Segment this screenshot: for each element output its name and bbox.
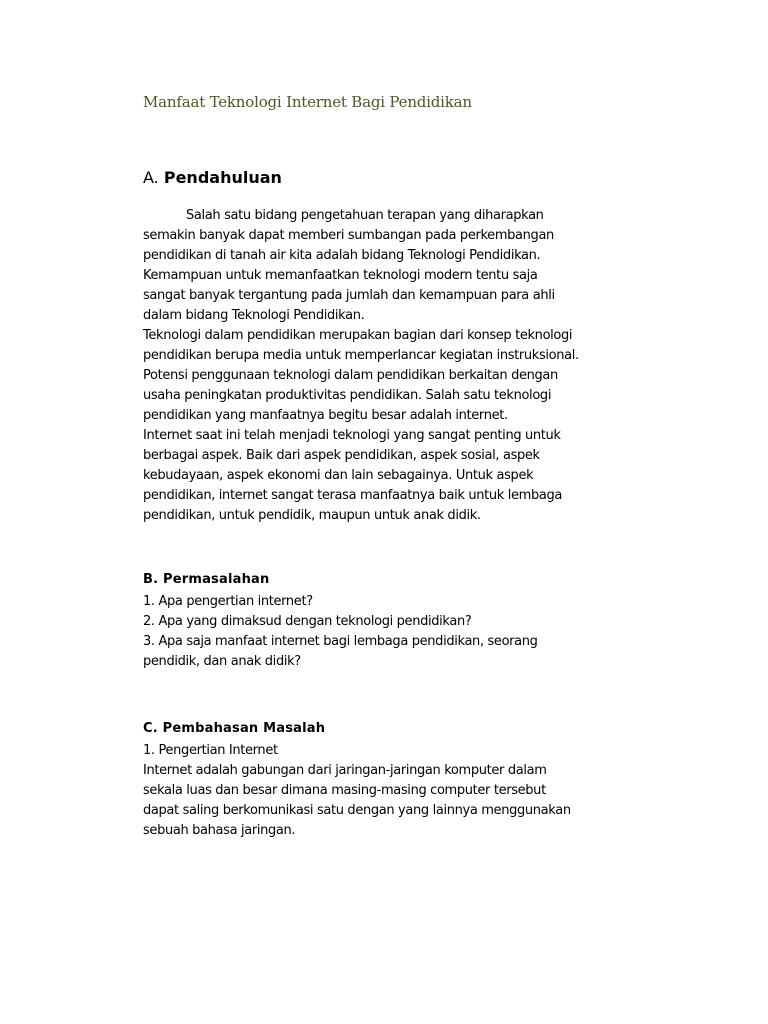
paragraph-line: sebuah bahasa jaringan. <box>143 823 296 838</box>
question-item: 3. Apa saja manfaat internet bagi lembaga pendidikan, seorang <box>143 634 538 649</box>
paragraph-line: Potensi penggunaan teknologi dalam pendidikan berkaitan dengan <box>143 368 558 383</box>
paragraph-line: dalam bidang Teknologi Pendidikan. <box>143 308 365 323</box>
paragraph-line: Internet adalah gabungan dari jaringan-jaringan komputer dalam <box>143 763 547 778</box>
section-c-heading: C. Pembahasan Masalah <box>143 721 326 736</box>
paragraph-line: usaha peningkatan produktivitas pendidikan. Salah satu teknologi <box>143 388 552 403</box>
section-b-body <box>143 592 683 672</box>
section-b-heading: B. Permasalahan <box>143 572 270 587</box>
paragraph-line: Internet saat ini telah menjadi teknologi yang sangat penting untuk <box>143 428 561 443</box>
paragraph-line: sangat banyak tergantung pada jumlah dan kemampuan para ahli <box>143 288 555 303</box>
section-a-letter: A. <box>143 168 159 187</box>
section-c-body <box>143 741 683 841</box>
paragraph-line: Salah satu bidang pengetahuan terapan yang diharapkan <box>186 208 544 223</box>
paragraph-line: pendidikan, untuk pendidik, maupun untuk anak didik. <box>143 508 481 523</box>
paragraph-line: kebudayaan, aspek ekonomi dan lain sebagainya. Untuk aspek <box>143 468 534 483</box>
section-a-title: Pendahuluan <box>163 168 282 187</box>
paragraph-line: sekala luas dan besar dimana masing-masing computer tersebut <box>143 783 546 798</box>
section-a-heading <box>143 168 282 187</box>
paragraph-line: pendidikan, internet sangat terasa manfaatnya baik untuk lembaga <box>143 488 563 503</box>
paragraph-line: Kemampuan untuk memanfaatkan teknologi modern tentu saja <box>143 268 538 283</box>
paragraph-line: berbagai aspek. Baik dari aspek pendidikan, aspek sosial, aspek <box>143 448 540 463</box>
paragraph-line: pendidikan yang manfaatnya begitu besar adalah internet. <box>143 408 508 423</box>
document-title: Manfaat Teknologi Internet Bagi Pendidikan <box>143 93 472 111</box>
paragraph-line: semakin banyak dapat memberi sumbangan pada perkembangan <box>143 228 554 243</box>
question-item: 1. Apa pengertian internet? <box>143 594 313 609</box>
subsection-title: 1. Pengertian Internet <box>143 743 278 758</box>
paragraph-line: pendidikan berupa media untuk memperlancar kegiatan instruksional. <box>143 348 579 363</box>
paragraph-line: pendidikan di tanah air kita adalah bidang Teknologi Pendidikan. <box>143 248 541 263</box>
paragraph-line: dapat saling berkomunikasi satu dengan yang lainnya menggunakan <box>143 803 571 818</box>
question-item: pendidik, dan anak didik? <box>143 654 301 669</box>
paragraph-line: Teknologi dalam pendidikan merupakan bagian dari konsep teknologi <box>143 328 573 343</box>
question-item: 2. Apa yang dimaksud dengan teknologi pendidikan? <box>143 614 472 629</box>
section-a-body <box>143 206 683 526</box>
